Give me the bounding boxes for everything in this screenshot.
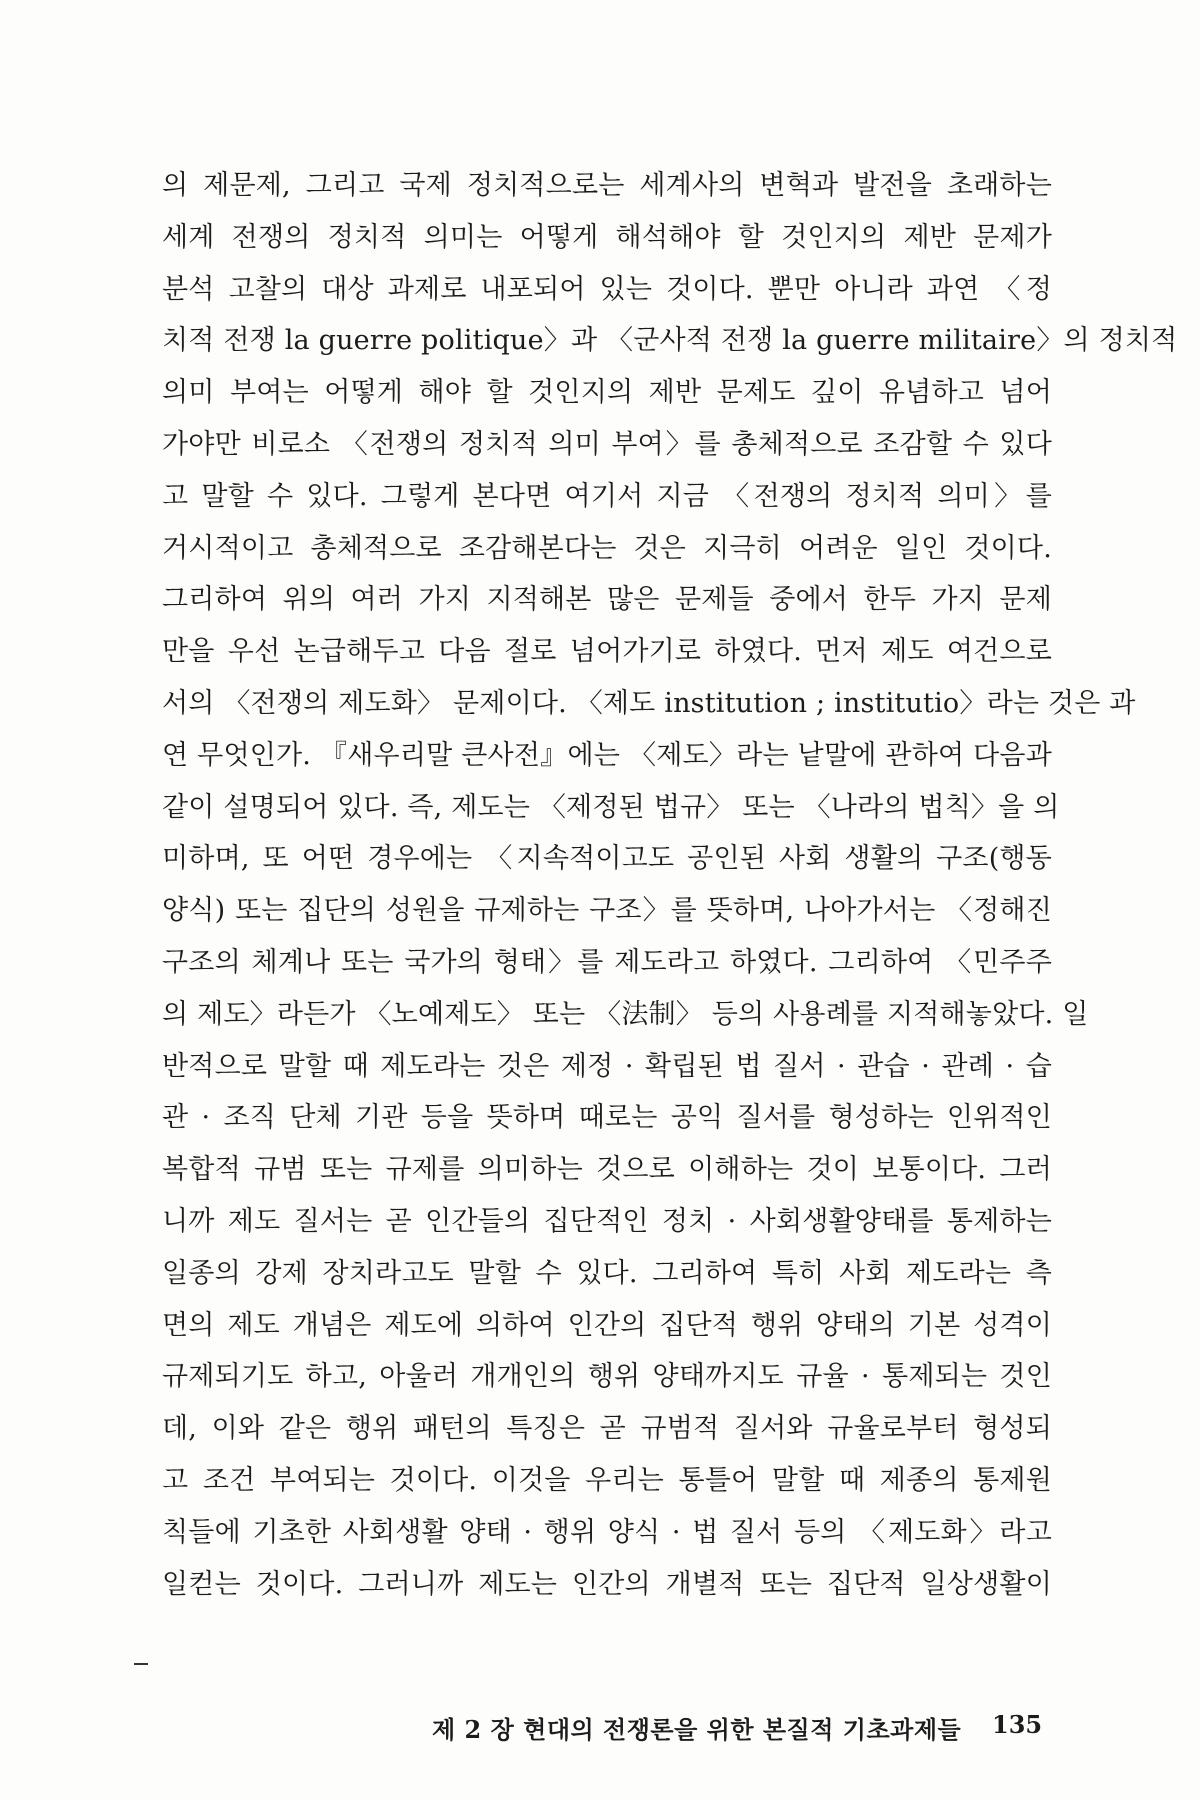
body-line: 같이 설명되어 있다. 즉, 제도는 〈제정된 법규〉 또는 〈나라의 법칙〉을 의 [162,791,1060,823]
body-line: 고 말할 수 있다. 그렇게 본다면 여기서 지금 〈전쟁의 정치적 의미〉를 [162,480,1052,512]
body-line: 구조의 체계나 또는 국가의 형태〉를 제도라고 하였다. 그리하여 〈민주주 [162,946,1052,978]
body-line: 만을 우선 논급해두고 다음 절로 넘어가기로 하였다. 먼저 제도 여건으로 [162,636,1052,668]
body-line: 그리하여 위의 여러 가지 지적해본 많은 문제들 중에서 한두 가지 문제 [162,584,1052,616]
body-line: 데, 이와 같은 행위 패턴의 특징은 곧 규범적 질서와 규율로부터 형성되 [162,1413,1052,1445]
body-line: 세계 전쟁의 정치적 의미는 어떻게 해석해야 할 것인지의 제반 문제가 [162,221,1052,253]
body-line: 치적 전쟁 la guerre politique〉과 〈군사적 전쟁 la guerre militaire〉의 정치적 [162,325,1178,357]
body-line: 양식) 또는 집단의 성원을 규제하는 구조〉를 뜻하며, 나아가서는 〈정해진 [162,895,1052,927]
body-text [162,160,1178,1610]
body-line: 거시적이고 총체적으로 조감해본다는 것은 지극히 어려운 일인 것이다. [162,532,1052,564]
body-line: 반적으로 말할 때 제도라는 것은 제정 · 확립된 법 질서 · 관습 · 관례 · 습 [162,1050,1052,1082]
body-line: 고 조건 부여되는 것이다. 이것을 우리는 통틀어 말할 때 제종의 통제원 [162,1464,1052,1496]
page-number: 135 [992,1710,1043,1739]
body-line: 일종의 강제 장치라고도 말할 수 있다. 그리하여 특히 사회 제도라는 측 [162,1257,1052,1289]
body-line: 관 · 조직 단체 기관 등을 뜻하며 때로는 공익 질서를 형성하는 인위적인 [162,1102,1052,1134]
running-footer: 제 2 장 현대의 전쟁론을 위한 본질적 기초과제들 [432,1715,962,1744]
body-line: 의 제도〉라든가 〈노예제도〉 또는 〈法制〉 등의 사용례를 지적해놓았다. 일 [162,998,1089,1030]
body-line: 니까 제도 질서는 곧 인간들의 집단적인 정치 · 사회생활양태를 통제하는 [162,1205,1052,1237]
body-line: 연 무엇인가. 『새우리말 큰사전』에는 〈제도〉라는 낱말에 관하여 다음과 [162,739,1052,771]
body-line: 의미 부여는 어떻게 해야 할 것인지의 제반 문제도 깊이 유념하고 넘어 [162,377,1052,409]
body-line: 미하며, 또 어떤 경우에는 〈지속적이고도 공인된 사회 생활의 구조(행동 [162,843,1052,875]
body-line: 일컫는 것이다. 그러니까 제도는 인간의 개별적 또는 집단적 일상생활이 [162,1568,1052,1600]
body-line: 분석 고찰의 대상 과제로 내포되어 있는 것이다. 뿐만 아니라 과연 〈정 [162,273,1052,305]
body-line: 가야만 비로소 〈전쟁의 정치적 의미 부여〉를 총체적으로 조감할 수 있다 [162,428,1052,460]
body-line: 칙들에 기초한 사회생활 양태 · 행위 양식 · 법 질서 등의 〈제도화〉라고 [162,1516,1052,1548]
body-line: 규제되기도 하고, 아울러 개개인의 행위 양태까지도 규율 · 통제되는 것인 [162,1361,1052,1393]
body-line: 면의 제도 개념은 제도에 의하여 인간의 집단적 행위 양태의 기본 성격이 [162,1309,1052,1341]
margin-mark [134,1663,148,1665]
body-line: 서의 〈전쟁의 제도화〉 문제이다. 〈제도 institution ; institutio〉라는 것은 과 [162,687,1136,719]
body-line: 복합적 규범 또는 규제를 의미하는 것으로 이해하는 것이 보통이다. 그러 [162,1154,1052,1186]
body-line: 의 제문제, 그리고 국제 정치적으로는 세계사의 변혁과 발전을 초래하는 [162,170,1052,201]
